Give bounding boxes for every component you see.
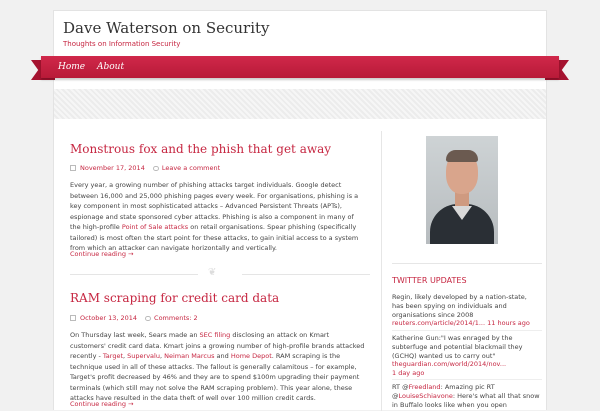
divider-line bbox=[242, 274, 370, 275]
tweet-text: : Here's what all that snow in Buffalo looks like when you open bbox=[392, 391, 540, 409]
site-title[interactable]: Dave Waterson on Security bbox=[63, 19, 270, 37]
continue-reading-link[interactable]: Continue reading → bbox=[70, 400, 134, 408]
nav-ribbon bbox=[41, 56, 559, 78]
excerpt-text: On Thursday last week, Sears made an bbox=[70, 331, 200, 339]
post-meta bbox=[70, 164, 220, 172]
tweet-user-link[interactable]: LouiseSchiavone bbox=[398, 391, 453, 400]
post-divider-ornament bbox=[70, 269, 370, 279]
nav-item-about[interactable]: About bbox=[97, 62, 125, 72]
tweet-text: RT @ bbox=[392, 383, 409, 391]
header-pattern-stripe bbox=[54, 89, 546, 119]
calendar-icon bbox=[70, 165, 76, 171]
excerpt-text: and bbox=[214, 352, 231, 360]
excerpt-text: Every year, a growing number of phishing attacks target individuals. Google detect between 16,000 and 25,000 phishing pages every week. For organisations, phishing is a key component in most sophisticated attacks – Advanced Persistent Threats (APTs), espionage and state sponsored cyber attacks. Phishing is also a component in many of the high-profile bbox=[70, 181, 359, 231]
tweet-text: : Amazing pic RT @ bbox=[392, 383, 495, 400]
excerpt-link[interactable]: SEC filing bbox=[199, 331, 231, 339]
tweet-separator bbox=[392, 330, 542, 331]
flourish-icon: ❦ bbox=[208, 267, 217, 278]
excerpt-link[interactable]: Neiman Marcus bbox=[164, 352, 215, 360]
excerpt-text: disclosing an attack on Kmart customers' credit card data. Kmart joins a growing number of high-profile brands attacked recently - bbox=[70, 331, 365, 360]
nav-item-home[interactable]: Home bbox=[58, 62, 86, 72]
main-navigation bbox=[31, 56, 569, 80]
tweet-separator bbox=[392, 379, 542, 380]
excerpt-text: , bbox=[123, 352, 128, 360]
twitter-widget-title: TWITTER UPDATES bbox=[392, 276, 467, 285]
divider-line bbox=[70, 274, 198, 275]
excerpt-link[interactable]: Supervalu bbox=[127, 352, 160, 360]
post-title[interactable]: Monstrous fox and the phish that get away bbox=[70, 142, 332, 156]
tweet-time-link[interactable]: 11 hours ago bbox=[487, 319, 530, 328]
excerpt-link[interactable]: Target bbox=[102, 352, 124, 360]
tweet-item bbox=[392, 383, 540, 409]
comment-icon bbox=[145, 316, 151, 321]
post-meta bbox=[70, 314, 198, 322]
column-divider bbox=[381, 131, 382, 411]
photo-hair bbox=[446, 150, 478, 162]
post-title[interactable]: RAM scraping for credit card data bbox=[70, 291, 280, 305]
post-excerpt bbox=[70, 330, 366, 404]
post-date[interactable]: November 17, 2014 bbox=[80, 164, 145, 172]
site-tagline: Thoughts on Information Security bbox=[63, 40, 181, 48]
excerpt-link[interactable]: Home Depot bbox=[230, 352, 272, 360]
tweet-item bbox=[392, 334, 540, 378]
author-photo bbox=[426, 136, 498, 244]
post-comments-link[interactable]: Leave a comment bbox=[161, 164, 221, 172]
tweet-user-link[interactable]: Freedland bbox=[408, 383, 441, 391]
tweet-link[interactable]: reuters.com/article/2014/1... bbox=[392, 319, 486, 328]
excerpt-text: on retail organisations. Spear phishing (specifically tailored) is most often the start point for these attacks, to gain initial access to a system from which an attacker can navigate horizontally and vertically. bbox=[70, 223, 359, 252]
tweet-link[interactable]: theguardian.com/world/2014/nov... bbox=[392, 360, 507, 369]
excerpt-text: . RAM scraping is the technique used in all of these attacks. The fallout is generally calamitous – for example, Target's profit decreased by 46% and they are to spend $100m upgrading their payment terminals (which still may not solve the RAM scraping problem). This year alone, these attacks have resulted in the data theft of well over 100 million credit cards. bbox=[70, 352, 360, 402]
excerpt-text: , bbox=[159, 352, 165, 360]
comment-icon bbox=[153, 166, 159, 171]
tweet-text: Katherine Gun:"I was enraged by the subterfuge and potential blackmail they (GCHQ) wanted us to carry out" bbox=[392, 334, 523, 360]
continue-reading-link[interactable]: Continue reading → bbox=[70, 250, 134, 258]
excerpt-link[interactable]: Point of Sale attacks bbox=[121, 223, 189, 231]
sidebar-divider bbox=[392, 263, 542, 264]
tweet-item bbox=[392, 293, 540, 328]
calendar-icon bbox=[70, 315, 76, 321]
tweet-text: Regin, likely developed by a nation-state, has been spying on individuals and organisations since 2008 bbox=[392, 293, 527, 319]
post-excerpt bbox=[70, 180, 366, 254]
post-comments-link[interactable]: Comments: 2 bbox=[154, 314, 198, 322]
tweet-time-link[interactable]: 1 day ago bbox=[392, 369, 425, 378]
post-date[interactable]: October 13, 2014 bbox=[80, 314, 138, 322]
